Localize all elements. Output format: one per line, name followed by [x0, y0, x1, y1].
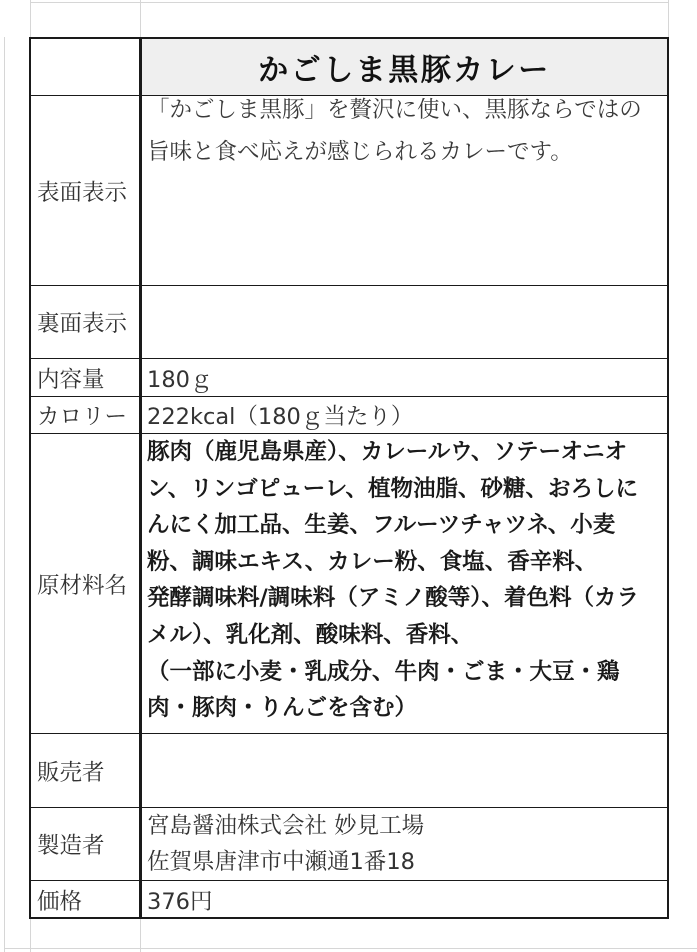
row-manufacturer — [30, 807, 668, 880]
manufacturer-address: 佐賀県唐津市中瀬通1番18 — [147, 849, 415, 875]
price-label-cell[interactable] — [30, 881, 139, 918]
product-title: かごしま黒豚カレー — [258, 52, 551, 88]
seller-label: 販売者 — [37, 759, 105, 786]
calories-value: 222kcal（180ｇ当たり） — [147, 404, 414, 430]
ingredients-value-cell[interactable] — [141, 434, 668, 733]
ingredients-line: 豚肉（鹿児島県産）、カレールウ、ソテーオニオ — [147, 439, 628, 465]
calories-value-cell[interactable] — [141, 397, 668, 433]
ingredients-line: 肉・豚肉・りんごを含む） — [147, 695, 418, 722]
calories-label-cell[interactable] — [30, 397, 139, 433]
row-net-content — [30, 358, 668, 396]
row-price — [30, 880, 668, 918]
front-display-line: 旨味と食べ応えが感じられるカレーです。 — [147, 139, 573, 165]
gridline — [140, 918, 141, 952]
ingredients-line: メル）、乳化剤、酸味料、香料、 — [147, 621, 474, 648]
net-content-value-cell[interactable] — [141, 359, 668, 396]
row-back-display — [30, 285, 668, 358]
seller-value-cell[interactable] — [141, 734, 668, 807]
gridline — [4, 948, 697, 949]
column-divider — [139, 38, 142, 918]
title-label-cell[interactable] — [30, 38, 139, 95]
front-display-label-cell[interactable] — [30, 96, 139, 285]
ingredients-line: んにく加工品、生姜、フルーツチャツネ、小麦 — [147, 512, 616, 539]
calories-label: カロリー — [37, 404, 128, 430]
ingredients-line: （一部に小麦・乳成分、牛肉・ごま・大豆・鶏 — [147, 658, 620, 685]
row-title — [30, 38, 668, 95]
back-display-label-cell[interactable] — [30, 286, 139, 358]
ingredients-label-cell[interactable] — [30, 434, 139, 733]
gridline — [140, 0, 141, 38]
ingredients-line: ン、リンゴピューレ、植物油脂、砂糖、おろしに — [147, 475, 638, 502]
ingredients-line: 発酵調味料/調味料（アミノ酸等）、着色料（カラ — [147, 585, 639, 612]
manufacturer-label-cell[interactable] — [30, 808, 139, 880]
manufacturer-name: 宮島醤油株式会社 妙見工場 — [147, 813, 425, 839]
gridline — [668, 0, 669, 38]
row-front-display — [30, 95, 668, 285]
row-ingredients — [30, 433, 668, 733]
ingredients-label: 原材料名 — [37, 572, 128, 599]
ingredients-line: 粉、調味エキス、カレー粉、食塩、香辛料、 — [147, 548, 598, 575]
seller-label-cell[interactable] — [30, 734, 139, 807]
gridline — [4, 37, 5, 952]
back-display-label: 裏面表示 — [37, 311, 128, 337]
gridline — [30, 918, 31, 952]
manufacturer-label: 製造者 — [37, 833, 105, 859]
front-display-line: 「かごしま黒豚」を贅沢に使い、黒豚ならではの — [147, 97, 642, 123]
gridline — [30, 0, 31, 38]
manufacturer-value-cell[interactable] — [141, 808, 668, 880]
row-calories — [30, 396, 668, 433]
front-display-value-cell[interactable] — [141, 96, 668, 285]
net-content-label-cell[interactable] — [30, 359, 139, 396]
gridline — [30, 2, 668, 3]
net-content-label: 内容量 — [37, 366, 105, 393]
back-display-value-cell[interactable] — [141, 286, 668, 358]
price-value-cell[interactable] — [141, 881, 668, 918]
front-display-label: 表面表示 — [37, 179, 128, 206]
title-cell[interactable] — [141, 38, 668, 95]
price-value: 376円 — [147, 888, 213, 915]
net-content-value: 180ｇ — [147, 366, 213, 393]
row-seller — [30, 733, 668, 807]
price-label: 価格 — [37, 888, 83, 915]
